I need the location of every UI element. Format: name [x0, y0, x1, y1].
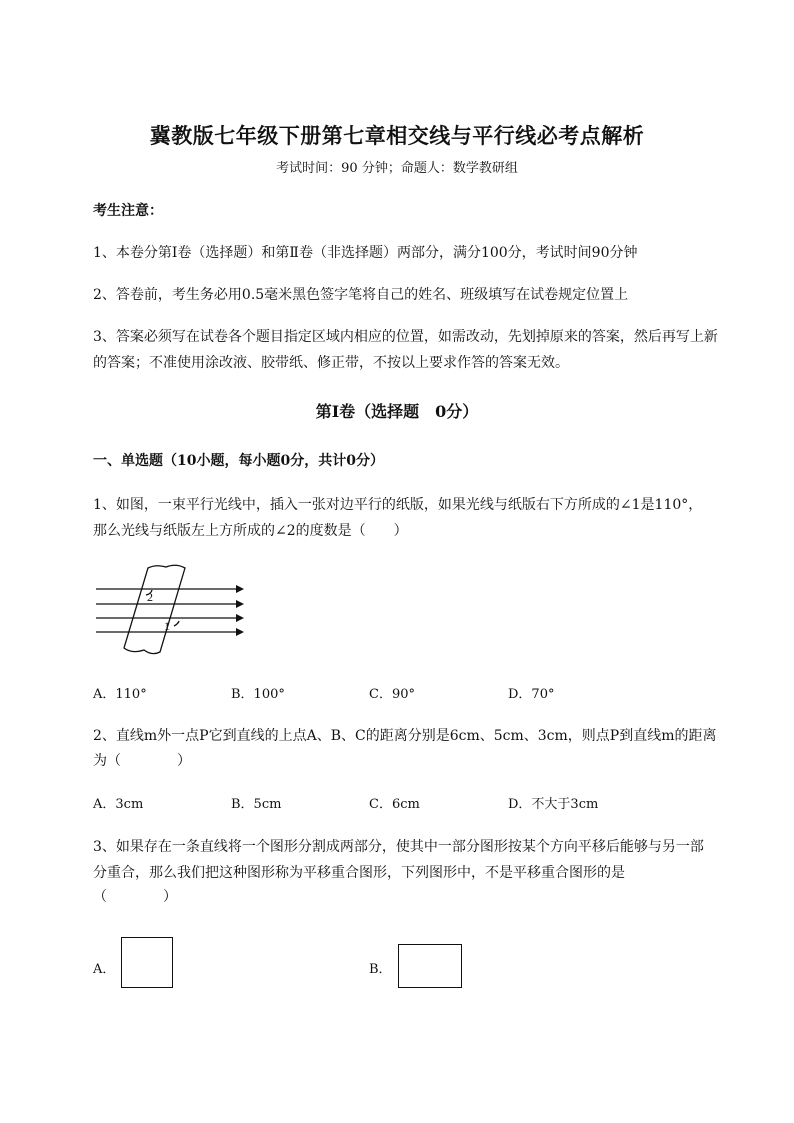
question-1-line-2: 那么光线与纸版左上方所成的∠2的度数是（ ） — [93, 523, 408, 539]
question-1-line-1: 1、如图，一束平行光线中，插入一张对边平行的纸版，如果光线与纸版右下方所成的∠1是110°， — [93, 497, 703, 513]
q3-option-a-square-figure — [121, 937, 173, 988]
exam-info: 考试时间：90 分钟；命题人：数学教研组 — [276, 161, 518, 176]
notice-item-3: 3、答案必须写在试卷各个题目指定区域内相应的位置，如需改动，先划掉原来的答案，然后再写上新 — [93, 329, 718, 345]
notice-item-3-cont: 的答案；不准使用涂改液、胶带纸、修正带，不按以上要求作答的答案无效。 — [93, 355, 569, 371]
q2-option-c[interactable]: C．6cm — [369, 797, 420, 812]
q2-option-b[interactable]: B．5cm — [231, 797, 282, 812]
q1-option-a[interactable]: A．110° — [93, 687, 147, 702]
notice-item-2: 2、答卷前，考生务必用0.5毫米黑色签字笔将自己的姓名、班级填写在试卷规定位置上 — [93, 287, 629, 303]
q2-option-a[interactable]: A．3cm — [93, 797, 144, 812]
q1-option-b[interactable]: B．100° — [231, 687, 285, 702]
question-3-line-2: 分重合，那么我们把这种图形称为平移重合图形，下列图形中，不是平移重合图形的是 — [93, 865, 625, 881]
page-title: 冀教版七年级下册第七章相交线与平行线必考点解析 — [149, 123, 645, 148]
q3-option-a[interactable]: A． — [93, 962, 116, 977]
q3-option-b[interactable]: B． — [369, 962, 392, 977]
part-heading: 一、单选题（10小题，每小题0分，共计0分） — [93, 453, 384, 469]
q1-option-d[interactable]: D．70° — [508, 687, 555, 702]
question-3-line-1: 3、如果存在一条直线将一个图形分割成两部分，使其中一部分图形按某个方向平移后能够与另一部 — [93, 839, 704, 855]
q3-option-b-rectangle-figure — [398, 944, 462, 988]
q2-option-d[interactable]: D．不大于3cm — [508, 797, 599, 812]
notice-item-1: 1、本卷分第Ⅰ卷（选择题）和第Ⅱ卷（非选择题）两部分，满分100分，考试时间90分钟 — [93, 245, 638, 261]
question-2-line-1: 2、直线m外一点P它到直线的上点A、B、C的距离分别是6cm、5cm、3cm，则点P到直线m的距离 — [93, 728, 717, 744]
question-1-figure — [90, 560, 250, 660]
question-2-line-2: 为（ ） — [93, 753, 191, 769]
section-title: 第Ⅰ卷（选择题 0分） — [315, 402, 479, 421]
angle-1-label: 1 — [164, 619, 170, 633]
notice-heading: 考生注意： — [93, 203, 163, 219]
question-3-line-3: （ ） — [93, 889, 177, 905]
angle-2-label: 2 — [147, 590, 153, 604]
q1-option-c[interactable]: C．90° — [369, 687, 415, 702]
